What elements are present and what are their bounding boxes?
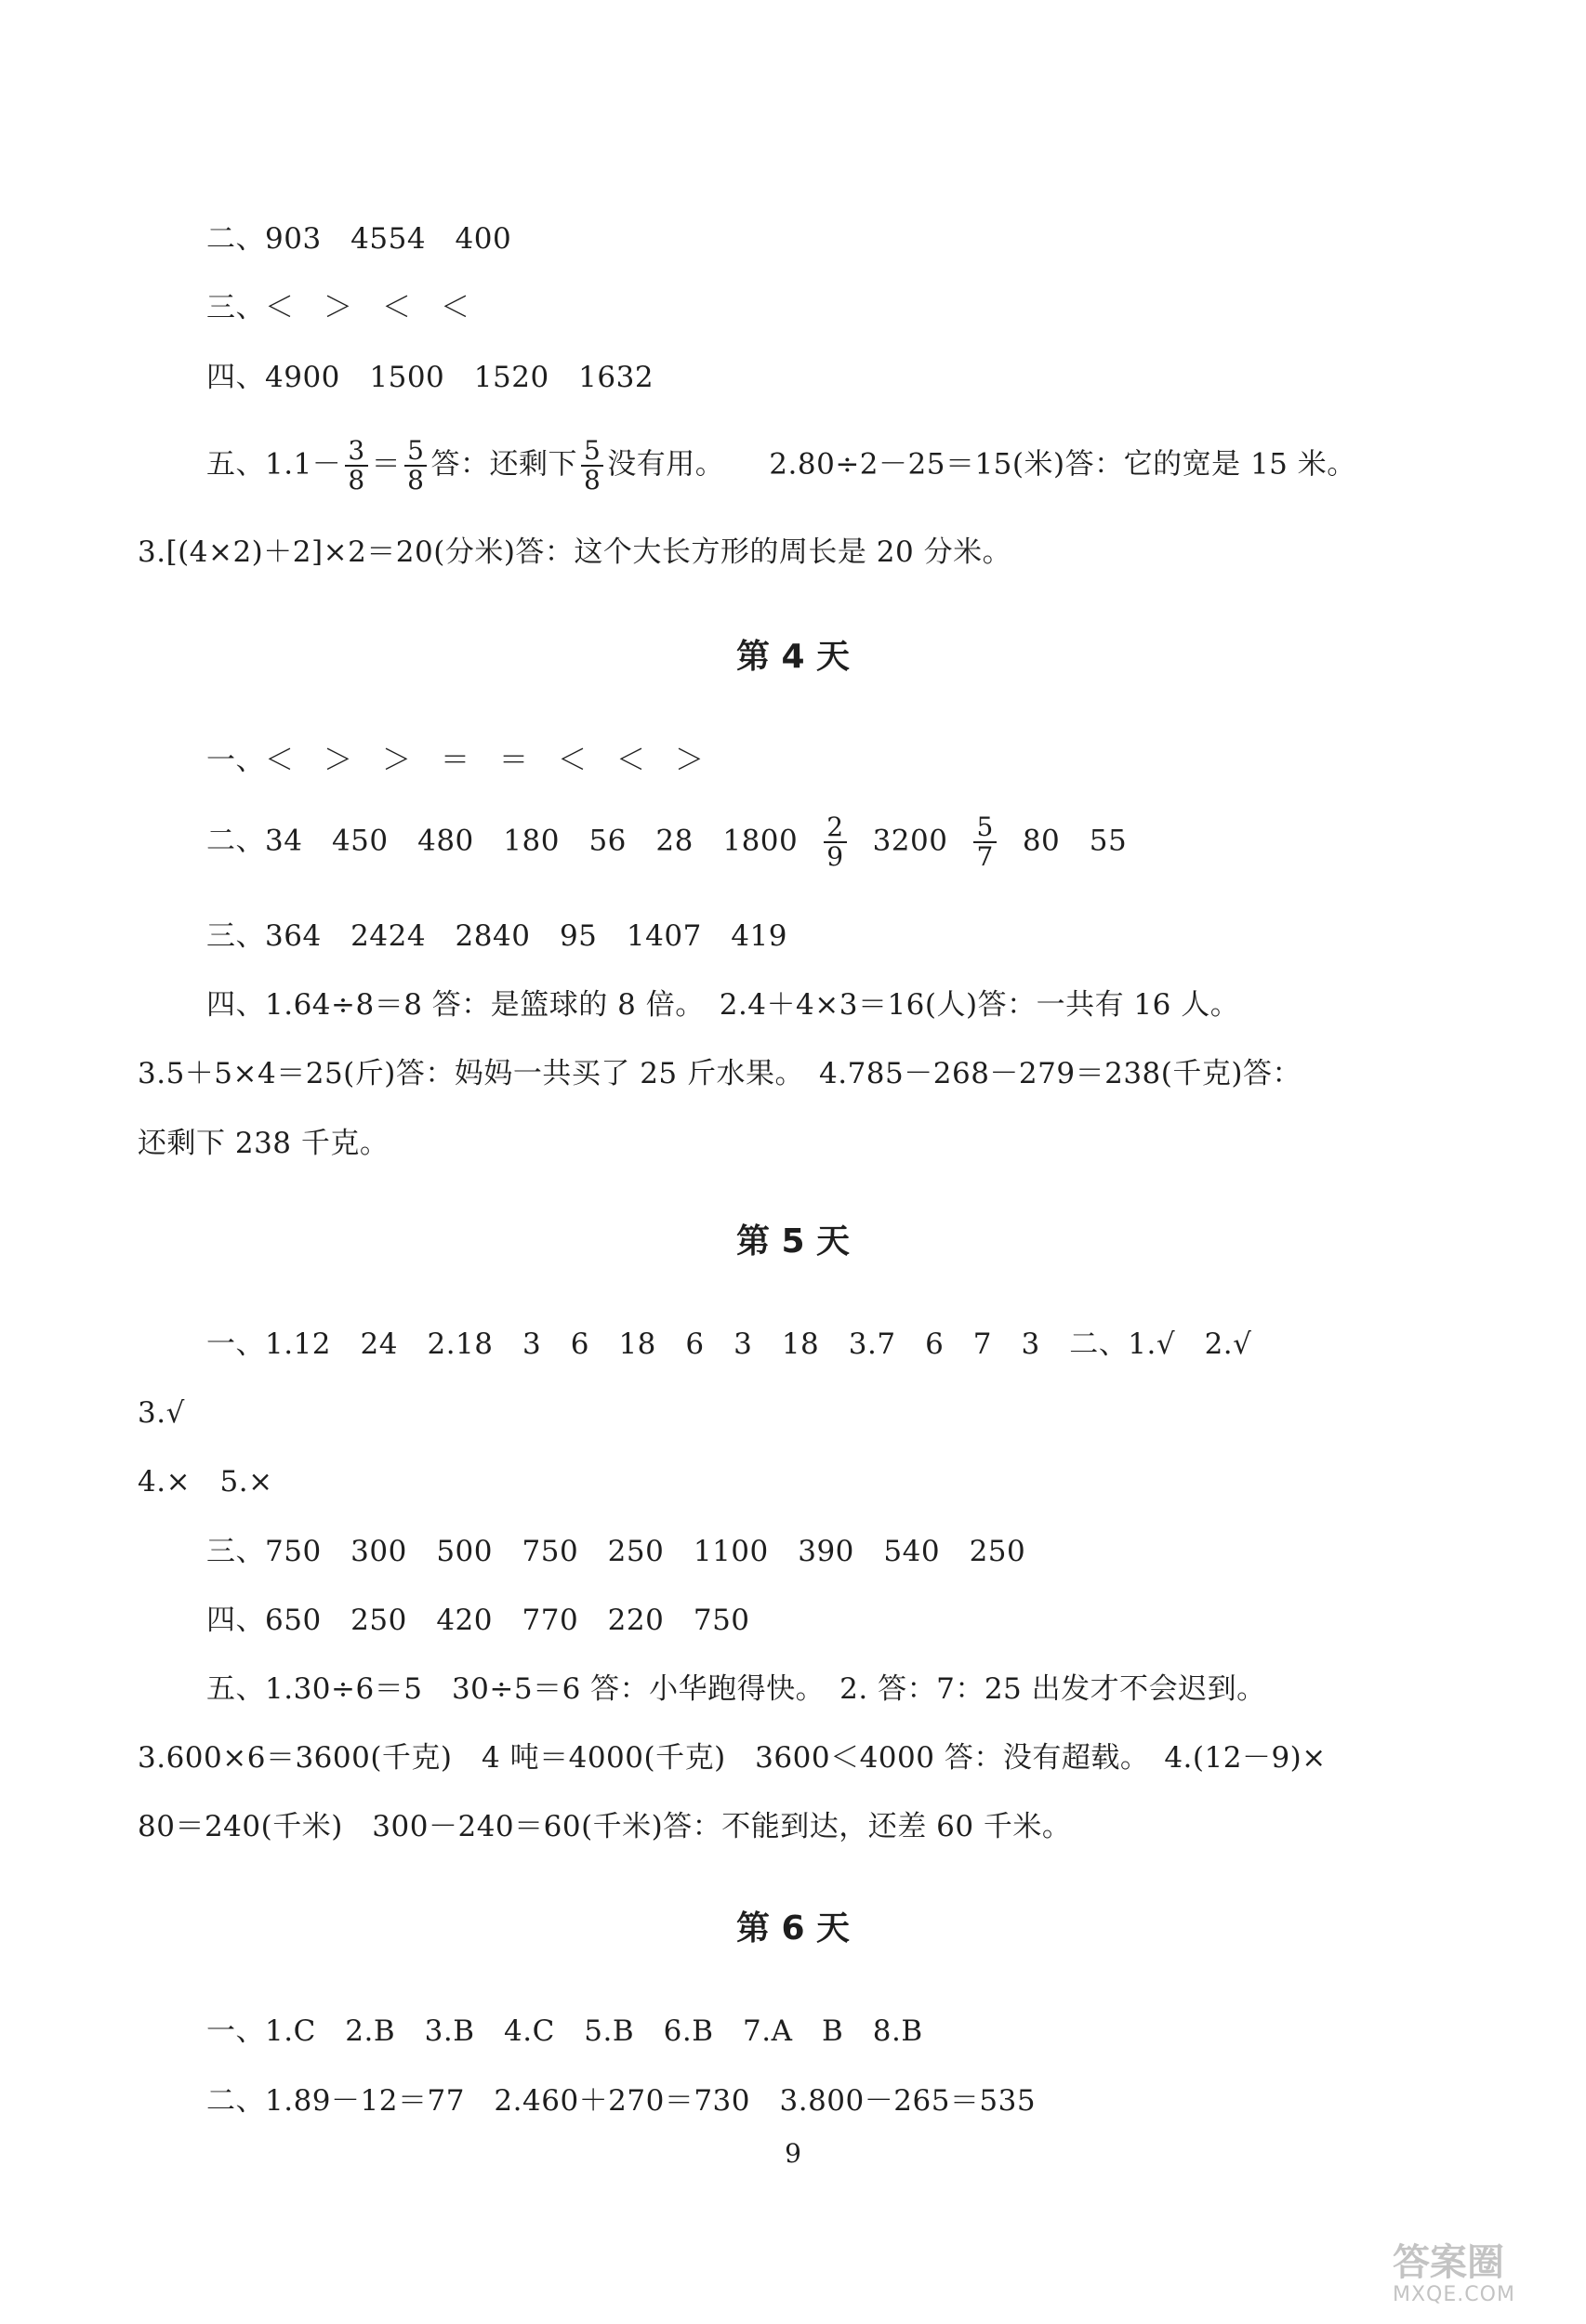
day-heading: 第 4 天 — [735, 638, 851, 676]
answer-line: 一、1.C 2.B 3.B 4.C 5.B 6.B 7.A B 8.B — [206, 2014, 923, 2048]
fraction-numerator: 5 — [581, 437, 603, 467]
answer-line-with-fractions — [0, 437, 1586, 495]
fraction-numerator: 3 — [345, 437, 367, 467]
day-heading: 第 6 天 — [735, 1909, 851, 1948]
answer-line: 3.600×6＝3600(千克) 4 吨＝4000(千克) 3600＜4000 答：没有超载。 4.(12－9)× — [138, 1741, 1327, 1775]
answer-line: 三、＜ ＞ ＜ ＜ — [206, 291, 470, 324]
text-segment: 答：还剩下 — [430, 447, 577, 482]
fraction-numerator: 2 — [824, 813, 846, 843]
text-segment: 二、34 450 480 180 56 28 1800 — [206, 824, 799, 858]
answer-line: 四、650 250 420 770 220 750 — [206, 1604, 750, 1637]
fraction-denominator: 7 — [976, 841, 994, 872]
text-segment: ＝ — [371, 447, 402, 482]
answer-line: 还剩下 238 千克。 — [138, 1127, 390, 1160]
answer-line: 四、4900 1500 1520 1632 — [206, 361, 654, 394]
answer-line: 一、＜ ＞ ＞ ＝ ＝ ＜ ＜ ＞ — [206, 744, 705, 777]
answer-line: 五、1.30÷6＝5 30÷5＝6 答：小华跑得快。 2. 答：7：25 出发才不会迟到。 — [206, 1672, 1266, 1706]
fraction — [824, 813, 846, 871]
watermark-logo — [1393, 2242, 1569, 2317]
text-segment: 2.80÷2－25＝15(米)答：它的宽是 15 米。 — [769, 447, 1356, 482]
answer-line: 四、1.64÷8＝8 答：是篮球的 8 倍。 2.4＋4×3＝16(人)答：一共有 16 人。 — [206, 988, 1240, 1022]
fraction-denominator: 8 — [583, 465, 601, 495]
answer-line: 一、1.12 24 2.18 3 6 18 6 3 18 3.7 6 7 3 二、1.√ 2.√ — [206, 1327, 1252, 1361]
answer-line: 3.5＋5×4＝25(斤)答：妈妈一共买了 25 斤水果。 4.785－268－279＝238(千克)答： — [138, 1057, 1302, 1090]
answer-line: 3.√ — [138, 1396, 185, 1430]
text-segment: 没有用。 — [607, 447, 725, 482]
answer-line: 三、750 300 500 750 250 1100 390 540 250 — [206, 1535, 1026, 1568]
text-segment: 80 55 — [1022, 824, 1128, 858]
fraction-numerator: 5 — [973, 813, 996, 843]
answer-line-with-fractions — [0, 813, 1586, 871]
watermark-title: 答案圈 — [1393, 2241, 1504, 2284]
page-number: 9 — [785, 2138, 801, 2169]
fraction — [404, 437, 427, 495]
text-segment: 3200 — [872, 824, 948, 858]
fraction-numerator: 5 — [404, 437, 427, 467]
answer-line: 三、364 2424 2840 95 1407 419 — [206, 919, 787, 953]
watermark-url: MXQE.COM — [1393, 2283, 1515, 2306]
text-segment: 五、1.1－ — [206, 447, 342, 482]
fraction-denominator: 8 — [348, 465, 365, 495]
fraction-denominator: 8 — [407, 465, 425, 495]
answer-line: 4.× 5.× — [138, 1465, 273, 1499]
fraction-denominator: 9 — [826, 841, 844, 872]
answer-line: 二、1.89－12＝77 2.460＋270＝730 3.800－265＝535 — [206, 2084, 1037, 2118]
answer-line: 3.[(4×2)＋2]×2＝20(分米)答：这个大长方形的周长是 20 分米。 — [138, 535, 1012, 569]
answer-line: 80＝240(千米) 300－240＝60(千米)答：不能到达，还差 60 千米。 — [138, 1810, 1072, 1843]
answer-line: 二、903 4554 400 — [206, 222, 512, 256]
day-heading: 第 5 天 — [735, 1222, 851, 1261]
fraction — [973, 813, 996, 871]
fraction — [581, 437, 603, 495]
fraction — [345, 437, 367, 495]
